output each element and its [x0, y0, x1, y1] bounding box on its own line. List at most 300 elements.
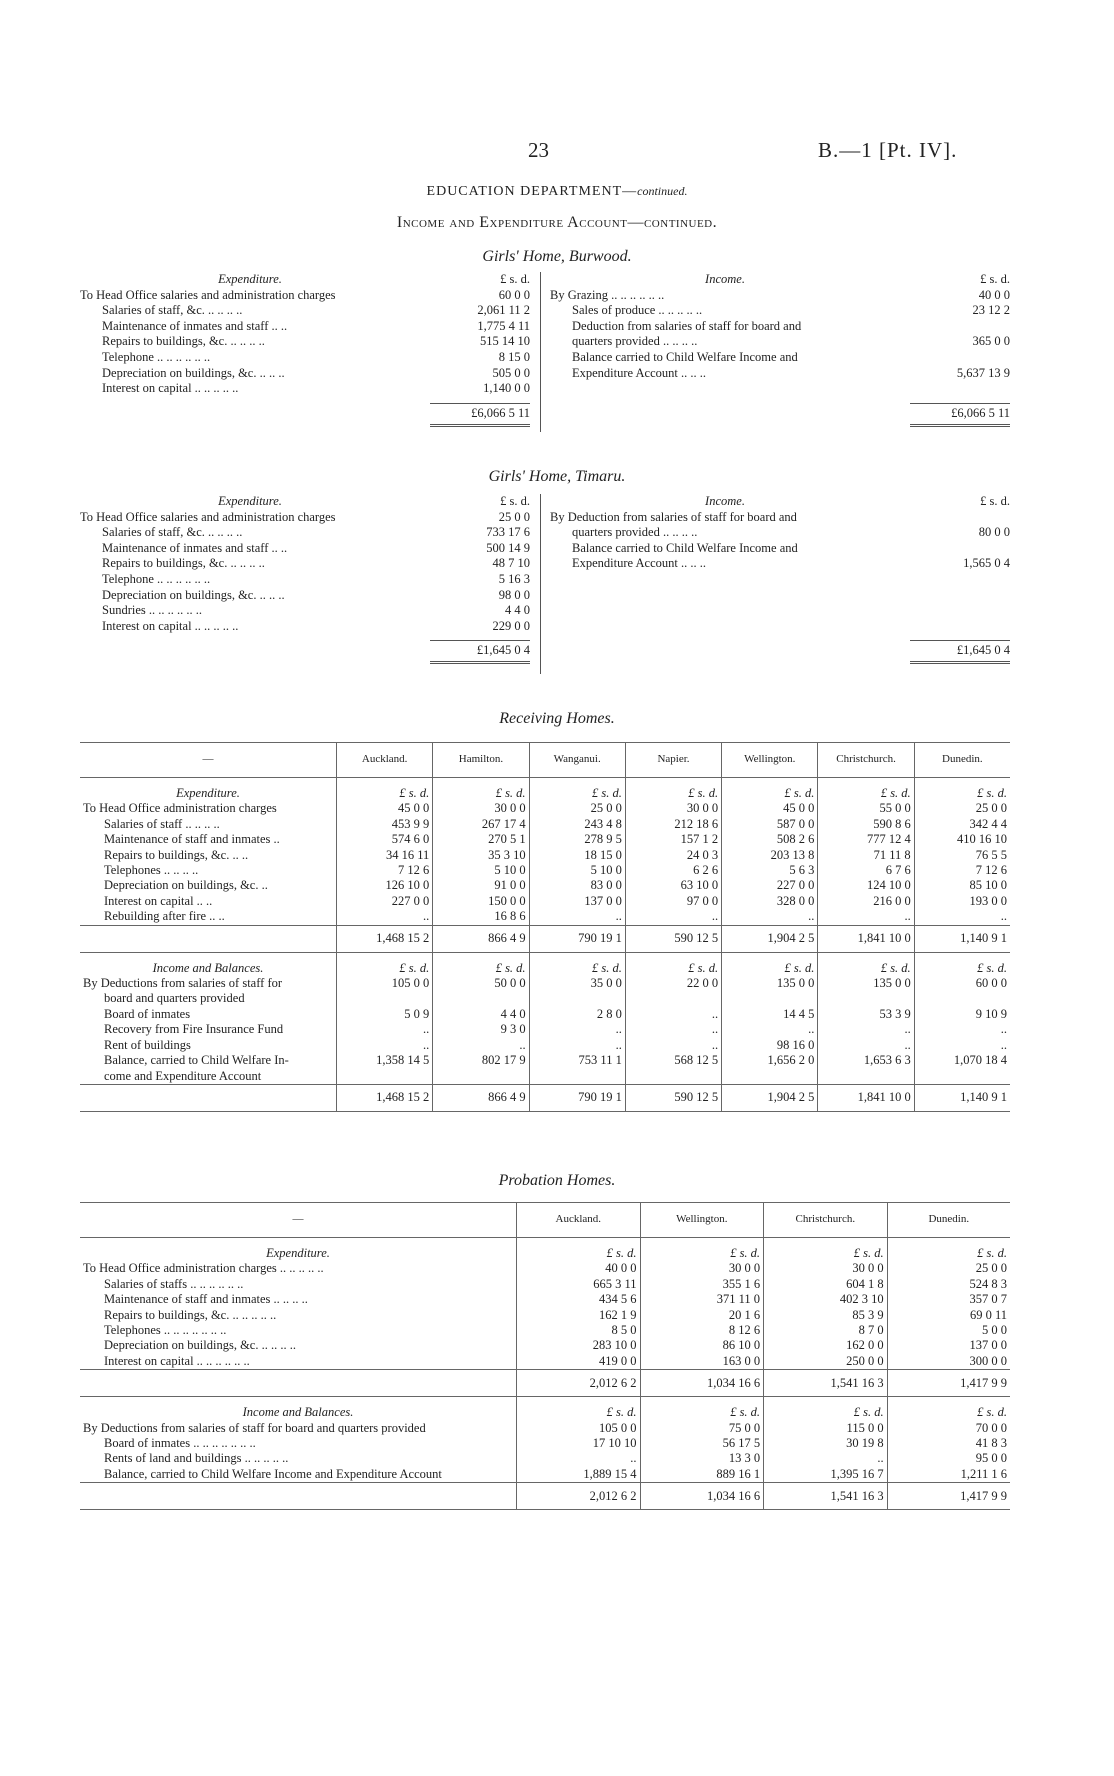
expenditure-amount: 4 4 0: [505, 603, 530, 618]
income-amount: 1,565 0 4: [963, 556, 1010, 571]
income-row: [80, 1467, 1010, 1483]
expenditure-total: [625, 925, 721, 952]
amount: 162 1 9: [599, 1307, 637, 1322]
spacer-row: [80, 952, 1010, 961]
expenditure-amount: 5 16 3: [498, 571, 530, 586]
amount: 162 0 0: [846, 1338, 884, 1353]
amount: 889 16 1: [716, 1466, 761, 1481]
income-row: [80, 1421, 1010, 1436]
amount: 91 0 0: [494, 878, 526, 893]
income-value: [517, 1467, 641, 1483]
income-total: [722, 1084, 818, 1111]
currency-label: £ s. d.: [977, 1246, 1007, 1260]
amount: ..: [615, 909, 622, 924]
income-value: [722, 1022, 818, 1037]
currency-label: £ s. d.: [495, 960, 526, 975]
total-amount: £1,645 0 4: [476, 643, 530, 658]
amount: 70 0 0: [975, 1420, 1007, 1435]
expenditure-label: Maintenance of staff and inmates ..: [104, 832, 280, 847]
section-title-probation: Probation Homes.: [498, 1172, 616, 1189]
currency-label: £ s. d.: [606, 1246, 637, 1260]
total-amount: 2,012 6 2: [589, 1488, 637, 1503]
expenditure-row: [80, 909, 1010, 925]
amount: 83 0 0: [590, 878, 622, 893]
spacer-cell: [433, 778, 529, 787]
total-amount: 1,417 9 9: [960, 1375, 1007, 1390]
currency-header: [887, 1246, 1010, 1261]
account-title: Income and Expenditure Account—continued.: [396, 214, 718, 231]
expenditure-row: [80, 1261, 1010, 1276]
income-label: board and quarters provided: [104, 991, 245, 1006]
income-total-row: [80, 1483, 1010, 1510]
expenditure-value: [722, 878, 818, 893]
total-amount: 1,140 9 1: [960, 930, 1007, 945]
expenditure-amount: 1,775 4 11: [477, 318, 530, 333]
expenditure-label: Depreciation on buildings, &c. .. .. ..: [102, 587, 285, 602]
currency-header: [764, 1246, 888, 1261]
total-amount: 790 19 1: [578, 930, 622, 945]
expenditure-total: [764, 1370, 888, 1397]
section-title-receiving: Receiving Homes.: [499, 710, 615, 727]
spacer-cell: [914, 952, 1010, 961]
expenditure-row: [80, 1354, 1010, 1370]
income-total: [887, 1483, 1010, 1510]
income-value: [887, 1421, 1010, 1436]
expenditure-row: [80, 525, 530, 541]
expenditure-caption: Expenditure.: [176, 786, 240, 800]
timaru-income: [550, 494, 1010, 660]
expenditure-value: [640, 1261, 764, 1276]
column-header: Christchurch.: [818, 743, 914, 778]
income-value: [625, 991, 721, 1006]
expenditure-total: [337, 925, 433, 952]
column-header: Auckland.: [337, 743, 433, 778]
amount: 69 0 11: [969, 1307, 1007, 1322]
currency-header: £ s. d.: [980, 494, 1010, 508]
expenditure-label: Telephone .. .. .. .. .. ..: [102, 571, 211, 586]
income-value: [337, 1007, 433, 1022]
amount: 227 0 0: [391, 893, 430, 908]
total-row: [550, 403, 1010, 423]
income-label: quarters provided .. .. .. ..: [572, 334, 698, 349]
amount: 25 0 0: [590, 801, 622, 816]
total-rule: [910, 640, 1010, 641]
income-amount: 365 0 0: [972, 334, 1010, 349]
expenditure-label: Telephones .. .. .. ..: [104, 863, 199, 878]
total-amount: 790 19 1: [578, 1090, 622, 1105]
expenditure-label: Depreciation on buildings, &c. .. .. ..: [102, 365, 285, 380]
expenditure-value: [914, 832, 1010, 847]
currency-label: £ s. d.: [399, 786, 430, 800]
expenditure-value: [337, 909, 433, 925]
amount: ..: [808, 1022, 815, 1037]
expenditure-value: [914, 909, 1010, 925]
currency-header: £ s. d.: [980, 272, 1010, 286]
amount: ..: [423, 1022, 430, 1037]
expenditure-value: [625, 801, 721, 816]
expenditure-value: [517, 1261, 641, 1276]
amount: 13 3 0: [728, 1451, 761, 1466]
income-value: [764, 1467, 888, 1483]
expenditure-value: [625, 817, 721, 832]
total-amount: 1,841 10 0: [857, 930, 911, 945]
expenditure-label: Interest on capital .. .. .. .. ..: [102, 618, 239, 633]
income-caption-row: [80, 1405, 1010, 1420]
expenditure-value: [337, 832, 433, 847]
income-label: quarters provided .. .. .. ..: [572, 525, 698, 540]
expenditure-value: [625, 832, 721, 847]
expenditure-row: [80, 556, 530, 572]
currency-header: [337, 961, 433, 976]
amount: 1,070 18 4: [953, 1053, 1007, 1068]
income-label: By Deductions from salaries of staff for board and quarters provided: [83, 1420, 426, 1435]
expenditure-value: [887, 1261, 1010, 1276]
corner-cell: —: [80, 743, 337, 778]
income-value: [433, 1038, 529, 1053]
income-row: [80, 1053, 1010, 1068]
expenditure-row: [80, 288, 530, 304]
amount: 328 0 0: [776, 893, 815, 908]
income-value: [433, 976, 529, 991]
income-row: [550, 525, 1010, 541]
income-label: Board of inmates: [104, 1006, 191, 1021]
amount: 665 3 11: [593, 1276, 637, 1291]
income-value: [337, 991, 433, 1006]
timaru-expenditure: [80, 494, 530, 660]
income-value: [529, 991, 625, 1006]
expenditure-total: [433, 925, 529, 952]
expenditure-value: [887, 1277, 1010, 1292]
income-total: [529, 1084, 625, 1111]
amount: 137 0 0: [969, 1338, 1007, 1353]
expenditure-amount: 60 0 0: [498, 287, 530, 302]
amount: 7 12 6: [975, 863, 1007, 878]
expenditure-value: [764, 1277, 888, 1292]
amount: ..: [519, 1037, 526, 1052]
amount: 193 0 0: [969, 893, 1007, 908]
expenditure-label: Repairs to buildings, &c. .. .. .. .. ..: [104, 1307, 277, 1322]
amount: 150 0 0: [488, 893, 526, 908]
income-value: [818, 976, 914, 991]
income-value: [818, 1069, 914, 1085]
expenditure-value: [640, 1308, 764, 1323]
expenditure-value: [640, 1338, 764, 1353]
expenditure-value: [337, 817, 433, 832]
amount: 25 0 0: [975, 1261, 1007, 1276]
income-value: [625, 976, 721, 991]
currency-header: [517, 1405, 641, 1420]
expenditure-row: [80, 366, 530, 382]
total-amount: 1,904 2 5: [767, 930, 815, 945]
income-caption: Income.: [705, 494, 745, 508]
expenditure-value: [433, 832, 529, 847]
page-header: [0, 138, 1114, 168]
expenditure-label: Repairs to buildings, &c. .. .. .. ..: [102, 334, 265, 349]
amount: 137 0 0: [584, 893, 622, 908]
income-row: [550, 288, 1010, 304]
total-label-blank: [80, 1370, 517, 1397]
expenditure-value: [764, 1261, 888, 1276]
expenditure-value: [517, 1308, 641, 1323]
amount: 30 0 0: [494, 801, 526, 816]
expenditure-row: [80, 817, 1010, 832]
amount: 1,656 2 0: [767, 1053, 815, 1068]
income-row: [550, 541, 1010, 557]
expenditure-value: [529, 878, 625, 893]
amount: 355 1 6: [722, 1276, 761, 1291]
income-row: [80, 976, 1010, 991]
spacer-cell: [517, 1238, 641, 1247]
currency-header: [640, 1405, 764, 1420]
expenditure-row: [80, 1292, 1010, 1307]
income-label: By Deduction from salaries of staff for board and: [550, 509, 797, 524]
spacer-cell: [529, 952, 625, 961]
expenditure-caption: Expenditure.: [218, 272, 282, 286]
expenditure-value: [625, 878, 721, 893]
income-value: [818, 1007, 914, 1022]
expenditure-value: [818, 801, 914, 816]
total-amount: £6,066 5 11: [471, 405, 530, 420]
expenditure-value: [337, 878, 433, 893]
amount: 30 0 0: [728, 1261, 761, 1276]
currency-header: [887, 1405, 1010, 1420]
income-value: [640, 1467, 764, 1483]
income-value: [722, 1038, 818, 1053]
section-title-burwood: Girls' Home, Burwood.: [482, 248, 632, 265]
income-label: come and Expenditure Account: [104, 1068, 262, 1083]
income-value: [818, 991, 914, 1006]
amount: ..: [630, 1451, 637, 1466]
amount: 95 0 0: [975, 1451, 1007, 1466]
total-rule: [430, 403, 530, 404]
expenditure-amount: 1,140 0 0: [483, 381, 530, 396]
expenditure-caption-row: [80, 494, 530, 510]
amount: 135 0 0: [776, 976, 815, 991]
total-label-blank: [80, 1483, 517, 1510]
expenditure-value: [517, 1277, 641, 1292]
total-amount: 1,541 16 3: [830, 1488, 884, 1503]
spacer-cell: [337, 952, 433, 961]
amount: 5 6 3: [789, 863, 815, 878]
currency-label: £ s. d.: [399, 960, 430, 975]
amount: ..: [423, 909, 430, 924]
income-row: [80, 1436, 1010, 1451]
expenditure-value: [337, 863, 433, 878]
total-amount: £1,645 0 4: [956, 643, 1010, 658]
income-value: [722, 1069, 818, 1085]
income-value: [914, 1022, 1010, 1037]
expenditure-row: [80, 510, 530, 526]
amount: ..: [711, 909, 719, 924]
expenditure-total-row: [80, 1370, 1010, 1397]
amount: 17 10 10: [592, 1436, 637, 1451]
income-value: [529, 1069, 625, 1085]
expenditure-label: Rebuilding after fire .. ..: [104, 909, 225, 924]
amount: ..: [711, 1006, 719, 1021]
amount: 278 9 5: [584, 832, 622, 847]
expenditure-label: To Head Office administration charges .. .. .. .. ..: [83, 1261, 324, 1276]
expenditure-value: [764, 1323, 888, 1338]
amount: 85 10 0: [969, 878, 1007, 893]
currency-label: £ s. d.: [591, 786, 622, 800]
expenditure-value: [517, 1354, 641, 1370]
expenditure-row: [80, 832, 1010, 847]
expenditure-value: [887, 1292, 1010, 1307]
income-label: Balance carried to Child Welfare Income and: [572, 349, 798, 364]
expenditure-label: Maintenance of inmates and staff .. ..: [102, 540, 288, 555]
income-value: [625, 1007, 721, 1022]
receiving-homes-table: [80, 742, 1010, 1112]
income-row: [80, 1007, 1010, 1022]
expenditure-value: [529, 832, 625, 847]
expenditure-label: Maintenance of staff and inmates .. .. .. ..: [104, 1292, 308, 1307]
total-amount: 1,034 16 6: [706, 1488, 761, 1503]
expenditure-value: [722, 863, 818, 878]
total-amount: 1,468 15 2: [376, 930, 430, 945]
department-name: EDUCATION DEPARTMENT—: [426, 184, 638, 199]
expenditure-amount: 48 7 10: [492, 556, 530, 571]
expenditure-label: Telephones .. .. .. .. .. .. ..: [104, 1323, 227, 1338]
amount: 8 12 6: [728, 1323, 761, 1338]
income-caption-row: [550, 272, 1010, 288]
expenditure-value: [625, 894, 721, 909]
spacer-row: [550, 572, 1010, 588]
income-value: [887, 1451, 1010, 1466]
total-amount: 1,904 2 5: [767, 1090, 815, 1105]
expenditure-row: [80, 848, 1010, 863]
expenditure-value: [529, 894, 625, 909]
expenditure-row: [80, 603, 530, 619]
income-label: Deduction from salaries of staff for board and: [572, 318, 802, 333]
expenditure-label: Depreciation on buildings, &c. .. .. .. ..: [104, 1338, 296, 1353]
total-amount: 866 4 9: [488, 1090, 526, 1105]
amount: 357 0 7: [969, 1292, 1007, 1307]
expenditure-value: [722, 817, 818, 832]
expenditure-value: [764, 1338, 888, 1353]
total-amount: 1,417 9 9: [960, 1488, 1007, 1503]
currency-header: £ s. d.: [500, 272, 530, 286]
spacer-cell: [887, 1238, 1010, 1247]
amount: 14 4 5: [783, 1006, 815, 1021]
amount: 85 3 9: [852, 1307, 884, 1322]
expenditure-value: [529, 863, 625, 878]
income-value: [722, 1007, 818, 1022]
amount: 34 16 11: [385, 847, 430, 862]
currency-header: [764, 1405, 888, 1420]
amount: 8 5 0: [611, 1323, 637, 1338]
expenditure-value: [887, 1354, 1010, 1370]
amount: 300 0 0: [969, 1353, 1007, 1368]
income-caption: Income and Balances.: [242, 1405, 354, 1420]
income-value: [914, 976, 1010, 991]
income-value: [818, 1022, 914, 1037]
total-row: [80, 640, 530, 660]
income-row: [550, 319, 1010, 335]
spacer-cell: [722, 952, 818, 961]
expenditure-value: [914, 817, 1010, 832]
amount: 45 0 0: [398, 801, 430, 816]
spacer-cell: [625, 778, 721, 787]
total-double-rule: [430, 424, 530, 427]
expenditure-row: [80, 863, 1010, 878]
currency-header: [433, 961, 529, 976]
income-value: [914, 1069, 1010, 1085]
amount: 4 4 0: [500, 1006, 526, 1021]
income-value: [433, 1053, 529, 1068]
income-value: [887, 1436, 1010, 1451]
department-title: [0, 184, 1114, 200]
expenditure-value: [818, 817, 914, 832]
column-header: Wanganui.: [529, 743, 625, 778]
account-timaru: [80, 494, 1010, 674]
expenditure-value: [433, 863, 529, 878]
expenditure-row: [80, 878, 1010, 893]
amount: 5 10 0: [590, 863, 622, 878]
expenditure-value: [887, 1323, 1010, 1338]
total-rule: [430, 640, 530, 641]
spacer-cell: [625, 952, 721, 961]
income-total: [625, 1084, 721, 1111]
income-caption: Income.: [705, 272, 745, 286]
income-row: [80, 1451, 1010, 1466]
income-label: Recovery from Fire Insurance Fund: [104, 1022, 284, 1037]
page-number: 23: [528, 138, 549, 162]
income-row: [80, 1069, 1010, 1085]
amount: ..: [615, 1037, 622, 1052]
amount: 30 0 0: [686, 801, 719, 816]
income-value: [625, 1053, 721, 1068]
amount: 216 0 0: [873, 893, 911, 908]
expenditure-amount: 733 17 6: [486, 525, 530, 540]
expenditure-value: [517, 1323, 641, 1338]
income-amount: 40 0 0: [978, 287, 1010, 302]
currency-label: £ s. d.: [853, 1246, 884, 1260]
amount: ..: [1000, 909, 1007, 924]
income-total: [433, 1084, 529, 1111]
expenditure-amount: 25 0 0: [498, 509, 530, 524]
income-value: [517, 1421, 641, 1436]
amount: 50 0 0: [494, 976, 526, 991]
column-header: Auckland.: [517, 1203, 641, 1238]
income-caption-row: [550, 494, 1010, 510]
amount: 1,889 15 4: [583, 1466, 637, 1481]
currency-label: £ s. d.: [784, 786, 815, 800]
expenditure-value: [337, 894, 433, 909]
account-burwood: [80, 272, 1010, 432]
expenditure-value: [433, 848, 529, 863]
income-value: [433, 1022, 529, 1037]
currency-header: £ s. d.: [500, 494, 530, 508]
expenditure-label: Telephone .. .. .. .. .. ..: [102, 349, 211, 364]
amount: 5 10 0: [494, 863, 526, 878]
expenditure-value: [337, 801, 433, 816]
income-row: [80, 1022, 1010, 1037]
amount: 76 5 5: [975, 847, 1007, 862]
income-value: [337, 1038, 433, 1053]
table-header-row: [80, 1203, 1010, 1238]
amount: 53 3 9: [879, 1006, 911, 1021]
column-divider: [540, 494, 541, 674]
spacer-cell: [640, 1238, 764, 1247]
amount: 1,358 14 5: [376, 1053, 430, 1068]
expenditure-amount: 500 14 9: [486, 540, 530, 555]
spacer-cell: [80, 1397, 517, 1406]
amount: 9 3 0: [500, 1022, 526, 1037]
income-value: [764, 1436, 888, 1451]
amount: 22 0 0: [686, 976, 719, 991]
expenditure-value: [640, 1323, 764, 1338]
income-value: [722, 991, 818, 1006]
